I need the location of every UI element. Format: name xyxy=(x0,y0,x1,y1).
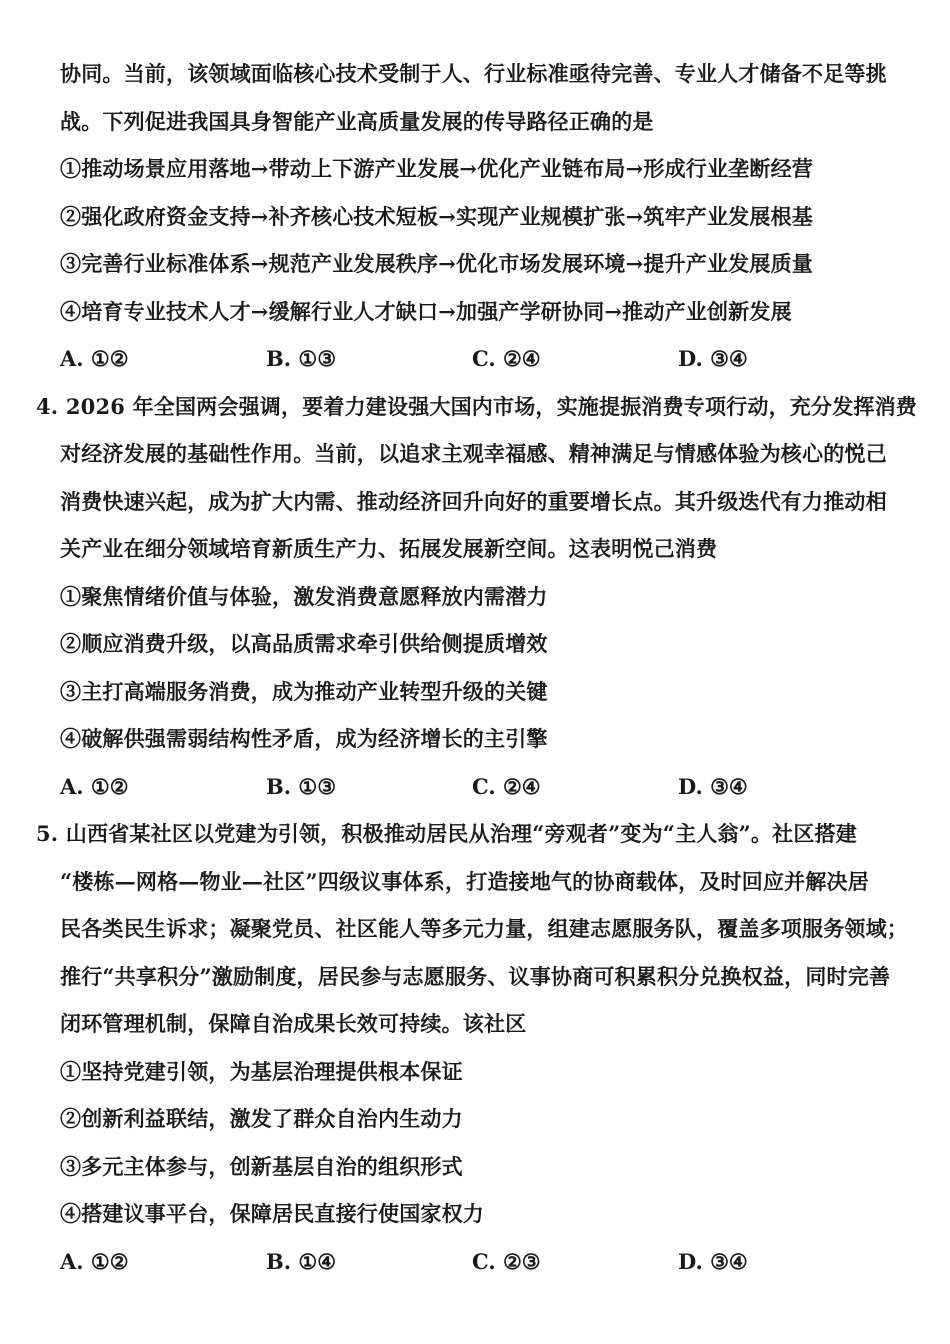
question-stem-line: 民各类民生诉求；凝聚党员、社区能人等多元力量，组建志愿服务队，覆盖多项服务领域； xyxy=(60,916,908,941)
option-c[interactable]: C. ②④ xyxy=(472,773,541,799)
option-d[interactable]: D. ③④ xyxy=(678,773,748,799)
statement-item: ①坚持党建引领，为基层治理提供根本保证 xyxy=(60,1058,463,1084)
question-5 xyxy=(36,810,924,1285)
option-a[interactable]: A. ①② xyxy=(60,346,129,371)
question-stem-line: 推行“共享积分”激励制度，居民参与志愿服务、议事协商可积累积分兑换权益，同时完善 xyxy=(60,963,891,989)
option-b[interactable]: B. ①④ xyxy=(266,1248,337,1274)
statement-item: ④破解供强需弱结构性矛盾，成为经济增长的主引擎 xyxy=(60,726,548,751)
option-a[interactable]: A. ①② xyxy=(60,773,129,799)
option-c[interactable]: C. ②③ xyxy=(472,1248,541,1274)
question-stem-line: “楼栋—网格—物业—社区”四级议事体系，打造接地气的协商载体，及时回应并解决居 xyxy=(60,868,869,894)
question-stem-line: 4. 2026 年全国两会强调，要着力建设强大国内市场，实施提振消费专项行动，充分发挥消费 xyxy=(36,393,917,419)
statement-item: ①推动场景应用落地→带动上下游产业发展→优化产业链布局→形成行业垄断经营 xyxy=(60,156,813,181)
statement-item: ④搭建议事平台，保障居民直接行使国家权力 xyxy=(60,1201,484,1226)
option-d[interactable]: D. ③④ xyxy=(678,346,748,371)
option-c[interactable]: C. ②④ xyxy=(472,346,541,371)
question-4 xyxy=(36,383,924,811)
answer-options xyxy=(36,335,924,383)
statement-item: ②强化政府资金支持→补齐核心技术短板→实现产业规模扩张→筑牢产业发展根基 xyxy=(60,203,813,229)
statement-item: ③完善行业标准体系→规范产业发展秩序→优化市场发展环境→提升产业发展质量 xyxy=(60,251,813,276)
option-b[interactable]: B. ①③ xyxy=(266,773,337,799)
question-stem-line: 协同。当前，该领域面临核心技术受制于人、行业标准亟待完善、专业人才储备不足等挑 xyxy=(60,61,887,86)
option-d[interactable]: D. ③④ xyxy=(678,1248,748,1274)
answer-options xyxy=(36,763,924,811)
question-stem-line: 闭环管理机制，保障自治成果长效可持续。该社区 xyxy=(60,1011,527,1036)
question-stem-line: 对经济发展的基础性作用。当前，以追求主观幸福感、精神满足与情感体验为核心的悦己 xyxy=(60,441,887,466)
statement-item: ③多元主体参与，创新基层自治的组织形式 xyxy=(60,1153,463,1179)
question-stem-line: 关产业在细分领域培育新质生产力、拓展发展新空间。这表明悦己消费 xyxy=(60,536,718,561)
question-stem-line: 消费快速兴起，成为扩大内需、推动经济回升向好的重要增长点。其升级迭代有力推动相 xyxy=(60,488,887,514)
statement-item: ④培育专业技术人才→缓解行业人才缺口→加强产学研协同→推动产业创新发展 xyxy=(60,298,792,324)
statement-item: ②顺应消费升级，以高品质需求牵引供给侧提质增效 xyxy=(60,631,548,656)
question-stem-line: 5. 山西省某社区以党建为引领，积极推动居民从治理“旁观者”变为“主人翁”。社区搭建 xyxy=(36,821,857,846)
statement-item: ①聚焦情绪价值与体验，激发消费意愿释放内需潜力 xyxy=(60,583,548,609)
option-b[interactable]: B. ①③ xyxy=(266,346,337,371)
statement-item: ③主打高端服务消费，成为推动产业转型升级的关键 xyxy=(60,678,548,704)
question-3 xyxy=(36,50,924,383)
question-stem-line: 战。下列促进我国具身智能产业高质量发展的传导路径正确的是 xyxy=(60,108,654,134)
answer-options xyxy=(36,1238,924,1286)
option-a[interactable]: A. ①② xyxy=(60,1248,129,1274)
statement-item: ②创新利益联结，激发了群众自治内生动力 xyxy=(60,1106,463,1131)
